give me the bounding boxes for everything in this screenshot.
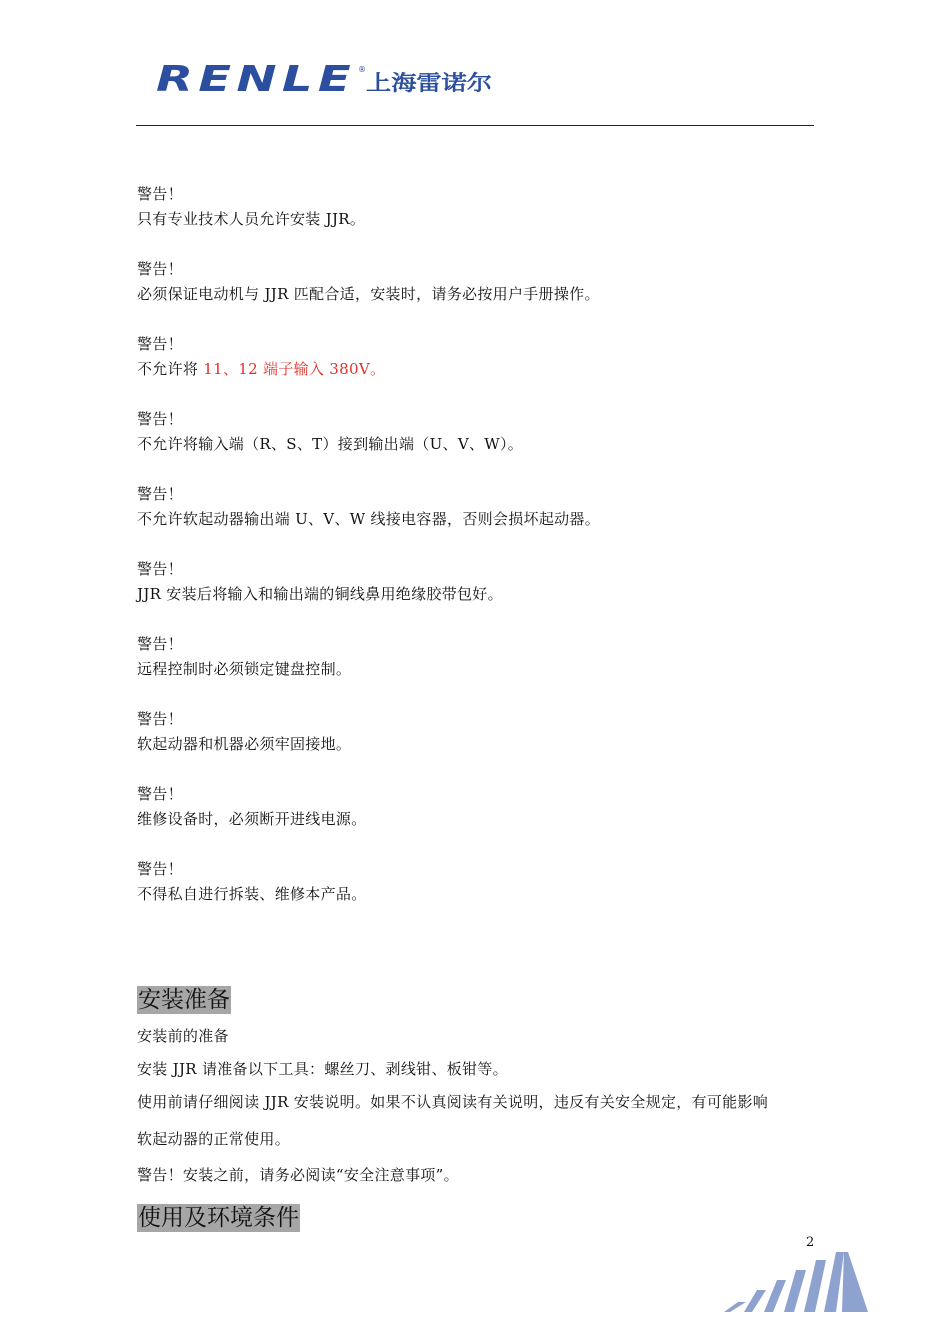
warning-text: 不允许将输入端（R、S、T）接到输出端（U、V、W）。 bbox=[137, 435, 524, 453]
warning-title: 警告！ bbox=[137, 185, 183, 203]
prep-line: 安装 JJR 请准备以下工具：螺丝刀、剥线钳、板钳等。 bbox=[137, 1060, 508, 1078]
installation-prep-body bbox=[137, 1020, 817, 1192]
page-number: 2 bbox=[806, 1235, 815, 1250]
warning-text: 远程控制时必须锁定键盘控制。 bbox=[137, 660, 352, 678]
warning-text: 必须保证电动机与 JJR 匹配合适，安装时，请务必按用户手册操作。 bbox=[137, 285, 600, 303]
prep-line: 软起动器的正常使用。 bbox=[137, 1130, 291, 1148]
corner-stripes-decoration bbox=[724, 1250, 870, 1314]
renle-logo bbox=[156, 60, 496, 100]
warning-text: 不得私自进行拆装、维修本产品。 bbox=[137, 885, 367, 903]
warning-item bbox=[137, 632, 817, 682]
logo-wordmark: RENLE bbox=[156, 60, 356, 100]
warning-title: 警告！ bbox=[137, 260, 183, 278]
warning-item bbox=[137, 557, 817, 607]
warning-title: 警告！ bbox=[137, 710, 183, 728]
warning-item bbox=[137, 407, 817, 457]
section-heading-usage-environment: 使用及环境条件 bbox=[138, 1205, 299, 1231]
warning-item bbox=[137, 182, 817, 232]
warning-title: 警告！ bbox=[137, 335, 183, 353]
warning-item bbox=[137, 857, 817, 907]
prep-line: 警告！安装之前，请务必阅读“安全注意事项”。 bbox=[137, 1166, 459, 1184]
warning-text-highlight: 11、12 端子输入 380V。 bbox=[203, 360, 386, 378]
warning-title: 警告！ bbox=[137, 410, 183, 428]
warning-title: 警告！ bbox=[137, 635, 183, 653]
warning-title: 警告！ bbox=[137, 860, 183, 878]
warning-item bbox=[137, 782, 817, 832]
document-body bbox=[137, 182, 817, 1232]
warning-item bbox=[137, 482, 817, 532]
warning-item bbox=[137, 257, 817, 307]
warning-text: JJR 安装后将输入和输出端的铜线鼻用绝缘胶带包好。 bbox=[137, 585, 503, 603]
logo-registered-mark: ® bbox=[358, 65, 366, 74]
warning-text: 软起动器和机器必须牢固接地。 bbox=[137, 735, 352, 753]
warning-item bbox=[137, 707, 817, 757]
warning-title: 警告！ bbox=[137, 785, 183, 803]
header-rule bbox=[136, 125, 814, 126]
warning-text: 维修设备时，必须断开进线电源。 bbox=[137, 810, 367, 828]
warning-text: 不允许软起动器输出端 U、V、W 线接电容器，否则会损坏起动器。 bbox=[137, 510, 601, 528]
section-heading-installation-prep: 安装准备 bbox=[138, 987, 230, 1013]
warning-text: 只有专业技术人员允许安装 JJR。 bbox=[137, 210, 366, 228]
warning-item bbox=[137, 332, 817, 382]
warning-text bbox=[137, 357, 817, 382]
prep-line: 安装前的准备 bbox=[137, 1027, 229, 1045]
warning-text-prefix: 不允许将 bbox=[137, 360, 204, 378]
warning-title: 警告！ bbox=[137, 485, 183, 503]
logo-chinese: 上海雷诺尔 bbox=[366, 71, 492, 95]
prep-line: 使用前请仔细阅读 JJR 安装说明。如果不认真阅读有关说明，违反有关安全规定，有可能影响 bbox=[137, 1093, 769, 1111]
warning-title: 警告！ bbox=[137, 560, 183, 578]
